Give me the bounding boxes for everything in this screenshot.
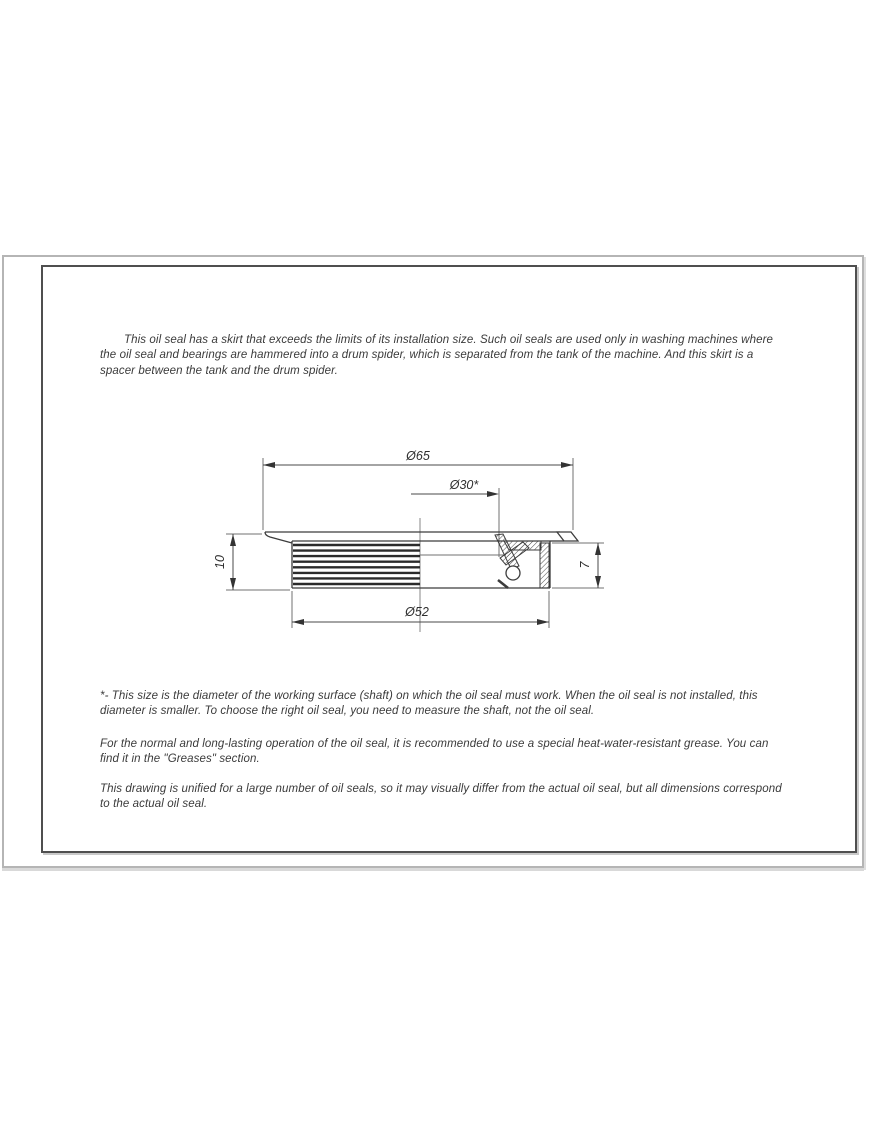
dim-case-diameter — [292, 591, 549, 628]
grease-note: For the normal and long-lasting operation of the oil seal, it is recommended to use a special heat-water-resistant grease. You can find it in the "Greases" section. — [100, 737, 769, 765]
unified-drawing-note: This drawing is unified for a large number of oil seals, so it may visually differ from the actual oil seal, but all dimensions correspond to the actual oil seal. — [100, 782, 782, 810]
dim-case-diameter-label: Ø52 — [405, 605, 429, 619]
dim-overall-height-label: 10 — [213, 555, 227, 569]
seal-ribs — [293, 545, 420, 584]
dim-outer-diameter — [263, 449, 573, 530]
garter-spring — [506, 566, 520, 580]
dim-seal-height-label: 7 — [578, 561, 592, 569]
seal-section-detail — [495, 534, 549, 588]
drawing-sheet — [41, 265, 857, 853]
document-frame — [2, 255, 864, 868]
dim-overall-height — [213, 534, 290, 590]
dim-shaft-diameter — [411, 478, 506, 557]
dim-outer-diameter-label: Ø65 — [406, 449, 430, 463]
dim-shaft-diameter-label: Ø30* — [449, 478, 479, 492]
intro-paragraph: This oil seal has a skirt that exceeds the limits of its installation size. Such oil seals are used only in washing machines where the oil seal and bearings are hammered into a drum spider, which is separated from the tank of the machine. And this skirt is a spacer between the tank and the drum spider. — [100, 333, 773, 377]
shaft-size-footnote: *- This size is the diameter of the working surface (shaft) on which the oil seal must work. When the oil seal is not installed, this diameter is smaller. To choose the right oil seal, you need to measure the shaft, not the oil seal. — [100, 689, 758, 717]
dim-seal-height — [552, 543, 604, 588]
